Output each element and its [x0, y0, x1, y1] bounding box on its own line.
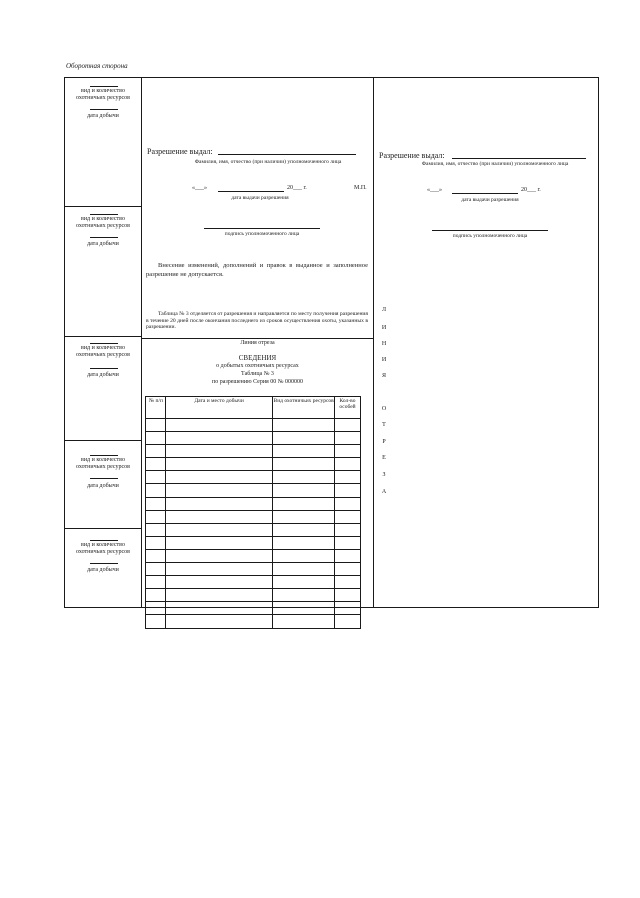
- no-changes-notice: Внесение изменений, дополнений и правок в выданное и заполненное разрешение не допускается.: [146, 262, 368, 278]
- cut-letter: Я: [381, 373, 386, 379]
- stamp-placeholder: М.П.: [354, 185, 367, 191]
- issued-by-label: Разрешение выдал:: [147, 147, 213, 156]
- table-cell[interactable]: [335, 445, 361, 458]
- table-cell[interactable]: [273, 497, 335, 510]
- table-cell[interactable]: [146, 497, 166, 510]
- col-header-number: № п/п: [146, 397, 166, 419]
- stub-date-line: [90, 237, 118, 238]
- stub-date-label: дата добычи: [87, 241, 119, 247]
- table-cell[interactable]: [146, 523, 166, 536]
- table-cell[interactable]: [165, 484, 272, 497]
- table-cell[interactable]: [273, 523, 335, 536]
- harvest-table: [145, 396, 361, 629]
- table-cell[interactable]: [165, 536, 272, 549]
- right-date-month-line[interactable]: [452, 193, 518, 194]
- table-cell[interactable]: [165, 497, 272, 510]
- table-number: Таблица № 3: [241, 371, 274, 377]
- table-cell[interactable]: [146, 589, 166, 602]
- col-header-count: Кол-во особей: [335, 397, 361, 419]
- table-cell[interactable]: [335, 549, 361, 562]
- table-row: [146, 471, 361, 484]
- middle-column-divider: [373, 77, 374, 608]
- table-cell[interactable]: [146, 432, 166, 445]
- table-cell[interactable]: [146, 445, 166, 458]
- issuer-caption: Фамилия, имя, отчество (при наличии) уполномоченного лица: [194, 159, 342, 165]
- table-cell[interactable]: [146, 419, 166, 432]
- table-cell[interactable]: [273, 549, 335, 562]
- table-cell[interactable]: [335, 536, 361, 549]
- permit-reference: по разрешению Серия 00 № 000000: [211, 379, 304, 385]
- issuer-line[interactable]: [218, 154, 356, 155]
- table-cell[interactable]: [335, 563, 361, 576]
- cut-line-label: Линия отреза: [240, 340, 275, 346]
- date-caption: дата выдачи разрешения: [231, 195, 289, 201]
- table-row: [146, 549, 361, 562]
- table-cell[interactable]: [146, 576, 166, 589]
- table-cell[interactable]: [273, 510, 335, 523]
- table-row: [146, 602, 361, 615]
- cut-line-horizontal: [142, 338, 373, 339]
- right-issuer-line[interactable]: [452, 158, 586, 159]
- table-cell[interactable]: [165, 549, 272, 562]
- stub-divider: [64, 528, 142, 529]
- cut-letter: Т: [382, 422, 386, 428]
- table-cell[interactable]: [273, 432, 335, 445]
- table-row: [146, 419, 361, 432]
- cut-letter: Л: [381, 307, 387, 313]
- table-cell[interactable]: [273, 602, 335, 615]
- table-cell[interactable]: [146, 549, 166, 562]
- table-cell[interactable]: [335, 510, 361, 523]
- table-cell[interactable]: [165, 445, 272, 458]
- cut-letter: О: [381, 406, 387, 412]
- table-cell[interactable]: [335, 497, 361, 510]
- table-cell[interactable]: [273, 563, 335, 576]
- table-cell[interactable]: [165, 563, 272, 576]
- right-date-year: 20___ г.: [521, 187, 541, 193]
- table-cell[interactable]: [335, 615, 361, 628]
- table-cell[interactable]: [165, 471, 272, 484]
- stub-date-label: дата добычи: [87, 113, 119, 119]
- stub-date-line: [90, 368, 118, 369]
- table-cell[interactable]: [335, 523, 361, 536]
- right-issued-by-label: Разрешение выдал:: [379, 151, 445, 160]
- cut-letter: И: [381, 325, 387, 331]
- table-cell[interactable]: [335, 471, 361, 484]
- table-row: [146, 432, 361, 445]
- stub-divider: [64, 440, 142, 441]
- table-row: [146, 589, 361, 602]
- table-cell[interactable]: [165, 615, 272, 628]
- table-cell[interactable]: [335, 589, 361, 602]
- table-row: [146, 484, 361, 497]
- table-cell[interactable]: [165, 510, 272, 523]
- table-cell[interactable]: [146, 615, 166, 628]
- right-issuer-caption: Фамилия, имя, отчество (при наличии) уполномоченного лица: [421, 161, 569, 167]
- cut-letter: Н: [381, 341, 387, 347]
- right-signature-caption: подпись уполномоченного лица: [452, 233, 528, 239]
- stub-resources-label: вид и количество охотничьих ресурсов: [76, 88, 130, 101]
- table-row: [146, 615, 361, 628]
- table-cell[interactable]: [165, 589, 272, 602]
- table-row: [146, 458, 361, 471]
- date-day: «___»: [192, 185, 207, 191]
- stub-resources-line: [90, 214, 118, 215]
- cut-letter: З: [382, 472, 386, 478]
- stub-date-label: дата добычи: [87, 567, 119, 573]
- table-cell[interactable]: [273, 615, 335, 628]
- stub-date-line: [90, 478, 118, 479]
- table-cell[interactable]: [273, 589, 335, 602]
- right-date-day: «___»: [427, 187, 442, 193]
- table-cell[interactable]: [146, 471, 166, 484]
- table-cell[interactable]: [165, 419, 272, 432]
- table-cell[interactable]: [165, 458, 272, 471]
- table-cell[interactable]: [165, 602, 272, 615]
- table-cell[interactable]: [273, 471, 335, 484]
- table-cell[interactable]: [335, 576, 361, 589]
- cut-letter: Р: [382, 439, 386, 445]
- stub-resources-line: [90, 343, 118, 344]
- stub-date-label: дата добычи: [87, 483, 119, 489]
- table-cell[interactable]: [273, 445, 335, 458]
- table-cell[interactable]: [335, 602, 361, 615]
- table-header-row: [146, 397, 361, 419]
- stub-date-line: [90, 563, 118, 564]
- stub-resources-line: [90, 86, 118, 87]
- cut-letter: И: [381, 357, 387, 363]
- frame-top-border: [64, 77, 599, 78]
- table-cell[interactable]: [146, 458, 166, 471]
- cut-letter: А: [381, 489, 387, 495]
- cut-letter: Е: [382, 455, 386, 461]
- table-cell[interactable]: [335, 458, 361, 471]
- table-row: [146, 497, 361, 510]
- table-cell[interactable]: [335, 419, 361, 432]
- table-cell[interactable]: [146, 510, 166, 523]
- svedeniya-title: СВЕДЕНИЯ: [238, 354, 277, 362]
- table-row: [146, 536, 361, 549]
- date-year: 20___ г.: [287, 185, 307, 191]
- stub-resources-label: вид и количество охотничьих ресурсов: [76, 542, 130, 555]
- stub-resources-line: [90, 455, 118, 456]
- table-cell[interactable]: [335, 432, 361, 445]
- table-cell[interactable]: [273, 458, 335, 471]
- table-cell[interactable]: [335, 484, 361, 497]
- stub-resources-label: вид и количество охотничьих ресурсов: [76, 345, 130, 358]
- table-cell[interactable]: [273, 536, 335, 549]
- col-header-species: Вид охотничьих ресурсов: [273, 397, 335, 419]
- col-header-date-place: Дата и место добычи: [165, 397, 272, 419]
- table-row: [146, 445, 361, 458]
- date-month-line[interactable]: [218, 191, 284, 192]
- table3-note: Таблица № 3 отделяется от разрешения и направляется по месту получения разрешения в течение 20 дней после окончания последнего из сроков осуществления охоты, указанных в разрешении.: [146, 311, 368, 330]
- stub-divider: [64, 206, 142, 207]
- table-row: [146, 576, 361, 589]
- table-cell[interactable]: [165, 432, 272, 445]
- stub-resources-label: вид и количество охотничьих ресурсов: [76, 216, 130, 229]
- table-cell[interactable]: [165, 576, 272, 589]
- signature-caption: подпись уполномоченного лица: [224, 231, 300, 237]
- table-cell[interactable]: [146, 563, 166, 576]
- right-date-caption: дата выдачи разрешения: [461, 197, 519, 203]
- table-row: [146, 523, 361, 536]
- table-row: [146, 563, 361, 576]
- table-cell[interactable]: [273, 576, 335, 589]
- table-cell[interactable]: [146, 536, 166, 549]
- table-cell[interactable]: [146, 602, 166, 615]
- table-row: [146, 510, 361, 523]
- table-cell[interactable]: [273, 419, 335, 432]
- table-cell[interactable]: [273, 484, 335, 497]
- stub-resources-line: [90, 540, 118, 541]
- table-cell[interactable]: [146, 484, 166, 497]
- page-header: Оборотная сторона: [66, 62, 128, 70]
- svedeniya-subtitle: о добытых охотничьих ресурсах: [216, 363, 299, 369]
- right-signature-line[interactable]: [432, 230, 548, 231]
- table-cell[interactable]: [165, 523, 272, 536]
- stub-date-label: дата добычи: [87, 372, 119, 378]
- stub-date-line: [90, 109, 118, 110]
- signature-line[interactable]: [204, 228, 320, 229]
- stub-divider: [64, 336, 142, 337]
- stub-resources-label: вид и количество охотничьих ресурсов: [76, 457, 130, 470]
- frame-right-border: [598, 77, 599, 608]
